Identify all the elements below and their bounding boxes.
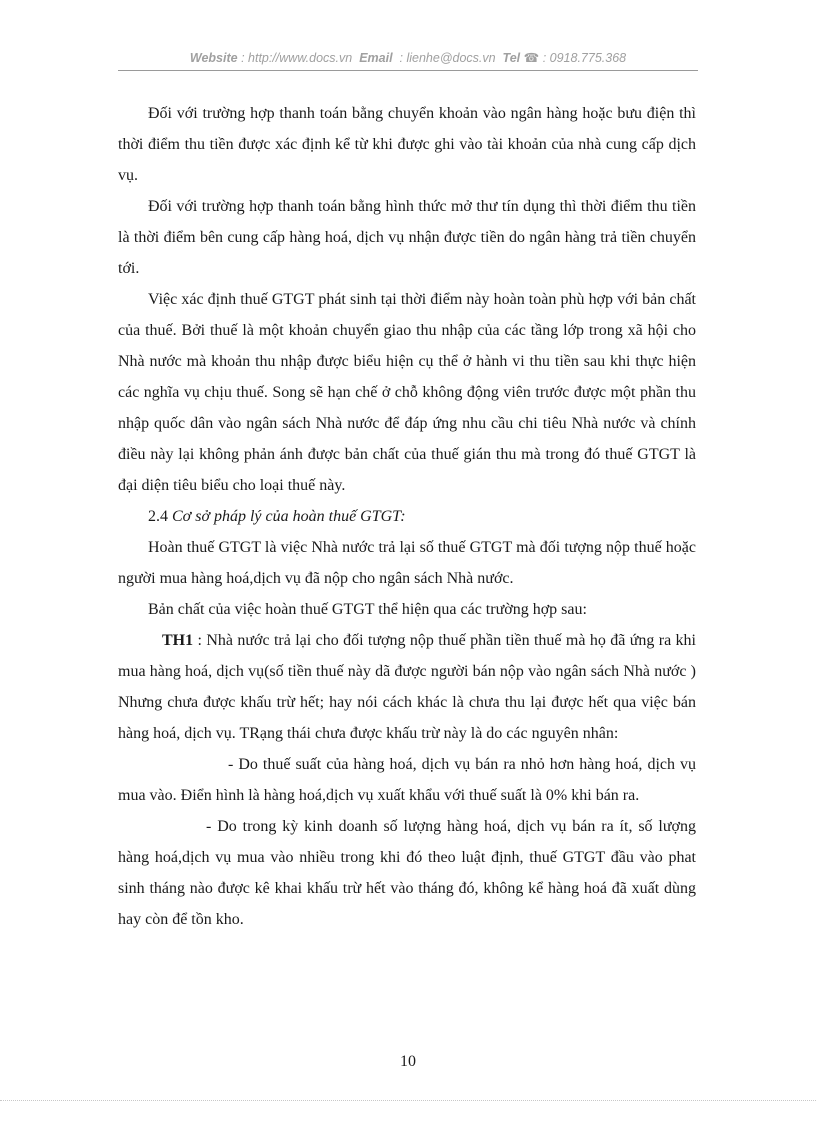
case-label: TH1 xyxy=(162,632,194,649)
section-paragraph-1: Hoàn thuế GTGT là việc Nhà nước trả lại số thuế GTGT mà đối tượng nộp thuế hoặc người mua hàng hoá,dịch vụ đã nộp cho ngân sách Nhà nước. xyxy=(118,539,696,587)
email-label: Email xyxy=(359,51,393,65)
page-number: 10 xyxy=(400,1053,416,1070)
section-title: Cơ sở pháp lý của hoàn thuế GTGT: xyxy=(172,508,406,525)
dash-item-1: - Do thuế suất của hàng hoá, dịch vụ bán ra nhỏ hơn hàng hoá, dịch vụ mua vào. Điển hình là hàng hoá,dịch vụ xuất khẩu với thuế suất là 0% khi bán ra. xyxy=(118,756,696,804)
email-address[interactable]: lienhe@docs.vn xyxy=(406,51,496,65)
paragraph-1: Đối với trường hợp thanh toán bằng chuyển khoản vào ngân hàng hoặc bưu điện thì thời điểm thu tiền được xác định kể từ khi được ghi vào tài khoản của nhà cung cấp dịch vụ. xyxy=(118,105,696,184)
paragraph-2: Đối với trường hợp thanh toán bằng hình thức mở thư tín dụng thì thời điểm thu tiền là thời điểm bên cung cấp hàng hoá, dịch vụ nhận được tiền do ngân hàng trả tiền chuyển tới. xyxy=(118,198,696,277)
case-th1 xyxy=(118,625,696,749)
page-header: Website : http://www.docs.vn Email : lienhe@docs.vn Tel ☎ : 0918.775.368 xyxy=(189,51,627,65)
header-divider xyxy=(118,70,698,71)
website-label: Website xyxy=(189,51,238,65)
phone-icon: ☎ xyxy=(523,51,540,65)
section-heading xyxy=(118,501,696,532)
case-text: : Nhà nước trả lại cho đối tượng nộp thuế phần tiền thuế mà họ đã ứng ra khi mua hàng hoá, dịch vụ(số tiền thuế này dã được người bán nộp vào ngân sách Nhà nước ) Nhưng chưa được khấu trừ hết; hay nói cách khác là chưa thu lại được hết qua việc bán hàng hoá, dịch vụ. TRạng thái chưa được khấu trừ này là do các nguyên nhân: xyxy=(118,632,696,742)
footer-divider xyxy=(0,1100,816,1101)
website-url[interactable]: http://www.docs.vn xyxy=(248,51,353,65)
phone-number: 0918.775.368 xyxy=(549,51,627,65)
section-number: 2.4 xyxy=(148,508,168,525)
tel-label: Tel xyxy=(502,51,521,65)
dash-item-2: - Do trong kỳ kinh doanh số lượng hàng hoá, dịch vụ bán ra ít, số lượng hàng hoá,dịch vụ mua vào nhiều trong khi đó theo luật định, thuế GTGT đầu vào phat sinh tháng nào được kê khai khấu trừ hết vào tháng đó, không kể hàng hoá đã xuất dùng hay còn để tồn kho. xyxy=(118,818,696,928)
section-paragraph-2: Bản chất của việc hoàn thuế GTGT thể hiện qua các trường hợp sau: xyxy=(148,601,587,618)
paragraph-3: Việc xác định thuế GTGT phát sinh tại thời điểm này hoàn toàn phù hợp với bản chất của thuế. Bởi thuế là một khoản chuyển giao thu nhập của các tầng lớp trong xã hội cho Nhà nước mà khoản thu nhập được biểu hiện cụ thể ở hành vi thu tiền sau khi thực hiện các nghĩa vụ chịu thuế. Song sẽ hạn chế ở chỗ không động viên trước được một phần thu nhập quốc dân vào ngân sách Nhà nước để đáp ứng nhu cầu chi tiêu Nhà nước và chính điều này lại không phản ánh được bản chất của thuế gián thu mà trong đó thuế GTGT là đại diện tiêu biểu cho loại thuế này. xyxy=(118,291,696,494)
document-body xyxy=(118,98,696,935)
